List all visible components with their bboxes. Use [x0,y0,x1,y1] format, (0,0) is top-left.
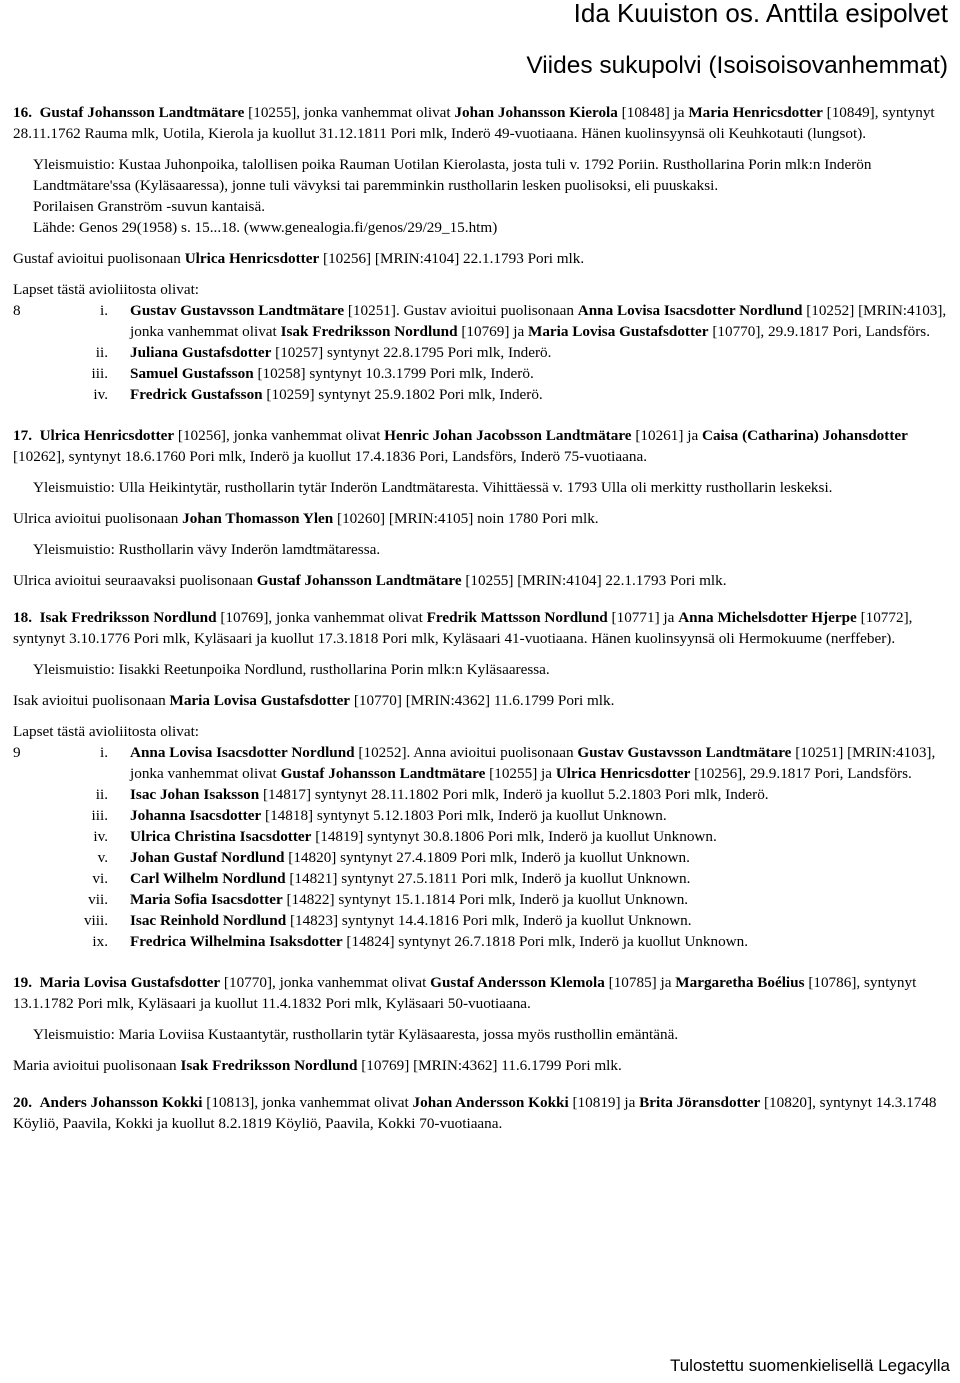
mother-name: Brita Jöransdotter [639,1094,761,1111]
child-row: ix. Fredrica Wilhelmina Isaksdotter [14824] syntynyt 26.7.1818 Pori mlk, Inderö ja kuollut Unknown. [92,933,749,950]
page-footer: Tulostettu suomenkielisellä Legacylla [669,1356,950,1375]
father-name: Fredrik Mattsson Nordlund [426,609,608,626]
child-row: iii. Johanna Isacsdotter [14818] syntynyt 5.12.1803 Pori mlk, Inderö ja kuollut Unknown. [91,807,667,824]
generation-heading: Viides sukupolvi (Isoisoisovanhemmat) [526,52,948,79]
father-name: Johan Andersson Kokki [412,1094,569,1111]
mother-name: Maria Henricsdotter [688,104,823,121]
mother-name: Margaretha Boélius [675,974,805,991]
child-row: 8 i. Gustav Gustavsson Landtmätare [10251]. Gustav avioitui puolisonaan Anna Lovisa Isacsdotter Nordlund [10252] [MRIN:4103], jonka vanhemmat olivat Isak Fredriksson Nordlund [10769] ja Maria Lovisa Gustafsdotter [10770], 29.9.1817 Pori, Landsförs. [13,302,947,340]
person-name: Anders Johansson Kokki [39,1094,203,1111]
person-name: Isak Fredriksson Nordlund [39,609,217,626]
general-note: Yleismuistio: Rusthollarin vävy Inderön lamdtmätaressa. [33,541,381,558]
children-label: Lapset tästä avioliitosta olivat: [13,281,200,298]
father-name: Johan Johansson Kierola [454,104,618,121]
note-line: Porilaisen Granström -suvun kantaisä. [33,198,265,215]
child-row: vii. Maria Sofia Isacsdotter [14822] syntynyt 15.1.1814 Pori mlk, Inderö ja kuollut Unknown. [88,891,689,908]
document-body [13,102,960,1144]
child-row: iii. Samuel Gustafsson [10258] syntynyt 10.3.1799 Pori mlk, Inderö. [91,365,534,382]
document-title: Ida Kuuiston os. Anttila esipolvet [573,0,948,28]
children-label: Lapset tästä avioliitosta olivat: [13,723,200,740]
father-name: Gustaf Andersson Klemola [430,974,605,991]
father-name: Henric Johan Jacobsson Landtmätare [384,427,632,444]
child-row: 9 i. Anna Lovisa Isacsdotter Nordlund [10252]. Anna avioitui puolisonaan Gustav Gustavsson Landtmätare [10251] [MRIN:4103], jonka vanhemmat olivat Gustaf Johansson Landtmätare [10255] ja Ulrica Henricsdotter [10256], 29.9.1817 Pori, Landsförs. [13,744,936,782]
source-line: Lähde: Genos 29(1958) s. 15...18. (www.genealogia.fi/genos/29/29_15.htm) [33,219,498,236]
person-name: Ulrica Henricsdotter [39,427,175,444]
child-row: vi. Carl Wilhelm Nordlund [14821] syntynyt 27.5.1811 Pori mlk, Inderö ja kuollut Unknown. [92,870,691,887]
spouse-name: Ulrica Henricsdotter [184,250,320,267]
marriage-line: Isak avioitui puolisonaan Maria Lovisa Gustafsdotter [10770] [MRIN:4362] 11.6.1799 Pori mlk. [13,692,615,709]
general-note: Yleismuistio: Kustaa Juhonpoika, talollisen poika Rauman Uotilan Kierolasta, josta tuli v. 1792 Poriin. Rusthollarina Porin mlk:n Inderön Landtmätare'ssa (Kyläsaaressa), jonne tuli vävyksi tai paremminkin rusthollarin lesken puolisoksi, eli puuskaksi. [33,156,872,194]
person-16-entry: 16. Gustaf Johansson Landtmätare [10255], jonka vanhemmat olivat Johan Johansson Kierola [10848] ja Maria Henricsdotter [10849], syntynyt 28.11.1762 Rauma mlk, Uotila, Kierola ja kuollut 31.12.1811 Pori mlk, Inderö 49-vuotiaana. Hänen kuolinsyynsä oli Keuhkotauti (lungsot). [13,104,935,142]
child-row: ii. Juliana Gustafsdotter [10257] syntynyt 22.8.1795 Pori mlk, Inderö. [95,344,552,361]
child-row: iv. Ulrica Christina Isacsdotter [14819] syntynyt 30.8.1806 Pori mlk, Inderö ja kuollut Unknown. [93,828,717,845]
spouse-name: Gustaf Johansson Landtmätare [256,572,462,589]
children-list [13,300,960,405]
spouse-name: Johan Thomasson Ylen [182,510,334,527]
person-20-entry: 20. Anders Johansson Kokki [10813], jonka vanhemmat olivat Johan Andersson Kokki [10819] ja Brita Jöransdotter [10820], syntynyt 14.3.1748 Köyliö, Paavila, Kokki ja kuollut 8.2.1819 Köyliö, Paavila, Kokki 70-vuotiaana. [13,1094,937,1132]
child-row: viii. Isac Reinhold Nordlund [14823] syntynyt 14.4.1816 Pori mlk, Inderö ja kuollut Unknown. [83,912,692,929]
marriage-line: Ulrica avioitui seuraavaksi puolisonaan Gustaf Johansson Landtmätare [10255] [MRIN:4104] 22.1.1793 Pori mlk. [13,572,727,589]
child-roman: i. [99,302,108,319]
child-row: v. Johan Gustaf Nordlund [14820] syntynyt 27.4.1809 Pori mlk, Inderö ja kuollut Unknown. [97,849,690,866]
child-row: ii. Isac Johan Isaksson [14817] syntynyt 28.11.1802 Pori mlk, Inderö ja kuollut 5.2.1803 Pori mlk, Inderö. [95,786,769,803]
person-17-entry: 17. Ulrica Henricsdotter [10256], jonka vanhemmat olivat Henric Johan Jacobsson Landtmätare [10261] ja Caisa (Catharina) Johansdotter [10262], syntynyt 18.6.1760 Pori mlk, Inderö ja kuollut 17.4.1836 Pori, Landsförs, Inderö 75-vuotiaana. [13,427,908,465]
marriage-line: Ulrica avioitui puolisonaan Johan Thomasson Ylen [10260] [MRIN:4105] noin 1780 Pori mlk. [13,510,599,527]
person-19-entry: 19. Maria Lovisa Gustafsdotter [10770], jonka vanhemmat olivat Gustaf Andersson Klemola [10785] ja Margaretha Boélius [10786], syntynyt 13.1.1782 Pori mlk, Kyläsaari ja kuollut 11.4.1832 Pori mlk, Kyläsaari 50-vuotiaana. [13,974,917,1012]
person-name: Maria Lovisa Gustafsdotter [39,974,221,991]
person-18-entry: 18. Isak Fredriksson Nordlund [10769], jonka vanhemmat olivat Fredrik Mattsson Nordlund [10771] ja Anna Michelsdotter Hjerpe [10772], syntynyt 3.10.1776 Pori mlk, Kyläsaari ja kuollut 17.3.1818 Pori mlk, Kyläsaari 41-vuotiaana. Hänen kuolinsyynsä oli Hermokuume (nerffeber). [13,609,913,647]
marriage-line: Gustaf avioitui puolisonaan Ulrica Henricsdotter [10256] [MRIN:4104] 22.1.1793 Pori mlk. [13,250,585,267]
general-note: Yleismuistio: Ulla Heikintytär, rusthollarin tytär Inderön Landtmätaresta. Vihittäessä v. 1793 Ulla oli merkitty rusthollarin leskeksi. [33,479,833,496]
mother-name: Caisa (Catharina) Johansdotter [701,427,908,444]
children-list [13,742,960,952]
mother-name: Anna Michelsdotter Hjerpe [678,609,857,626]
child-row: iv. Fredrick Gustafsson [10259] syntynyt 25.9.1802 Pori mlk, Inderö. [93,386,543,403]
general-note: Yleismuistio: Maria Loviisa Kustaantytär, rusthollarin tytär Kyläsaaresta, jossa myös rusthollin emäntänä. [33,1026,679,1043]
spouse-name: Maria Lovisa Gustafsdotter [169,692,351,709]
children-number: 8 [13,302,21,319]
spouse-name: Isak Fredriksson Nordlund [180,1057,358,1074]
marriage-line: Maria avioitui puolisonaan Isak Fredriksson Nordlund [10769] [MRIN:4362] 11.6.1799 Pori mlk. [13,1057,622,1074]
general-note: Yleismuistio: Iisakki Reetunpoika Nordlund, rusthollarina Porin mlk:n Kyläsaaressa. [33,661,550,678]
children-number: 9 [13,744,21,761]
person-name: Gustaf Johansson Landtmätare [39,104,245,121]
